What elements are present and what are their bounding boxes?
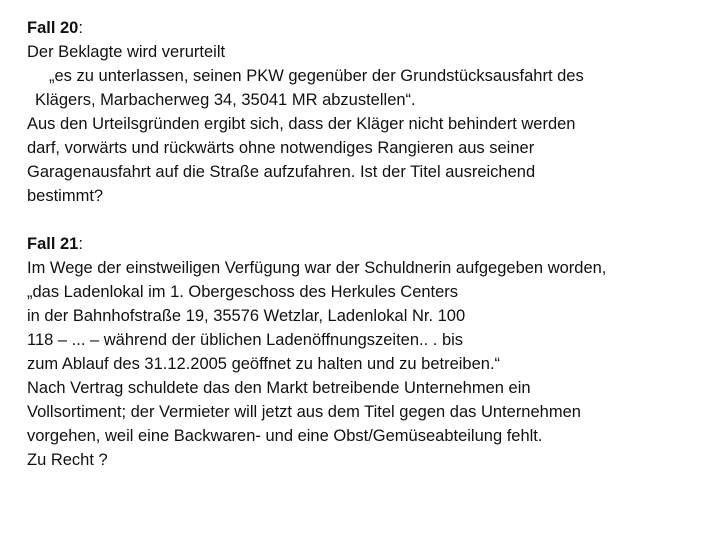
case-21-line-5: zum Ablauf des 31.12.2005 geöffnet zu halten und zu betreiben.“	[27, 355, 501, 373]
case-20-title: Fall 20	[27, 19, 79, 37]
case-21-line-3: in der Bahnhofstraße 19, 35576 Wetzlar, Ladenlokal Nr. 100	[27, 307, 466, 325]
case-21-line-6: Nach Vertrag schuldete das den Markt betreibende Unternehmen ein	[27, 379, 531, 397]
case-20-title-colon: :	[78, 19, 83, 37]
case-20-line-5: darf, vorwärts und rückwärts ohne notwendiges Rangieren aus seiner	[27, 139, 535, 157]
case-21-line-1: Im Wege der einstweiligen Verfügung war der Schuldnerin aufgegeben worden,	[27, 259, 607, 277]
case-21-heading	[27, 232, 707, 256]
case-21-line-9: Zu Recht ?	[27, 451, 108, 469]
case-20-line-2: „es zu unterlassen, seinen PKW gegenüber der Grundstücksausfahrt des	[49, 67, 584, 85]
case-20-line-7: bestimmt?	[27, 187, 104, 205]
case-20-block	[27, 16, 707, 208]
case-21-title: Fall 21	[27, 235, 79, 253]
case-20-heading	[27, 16, 707, 40]
case-20-line-6: Garagenausfahrt auf die Straße aufzufahren. Ist der Titel ausreichend	[27, 163, 536, 181]
case-20-line-1: Der Beklagte wird verurteilt	[27, 43, 226, 61]
document-page	[27, 16, 707, 472]
case-21-title-colon: :	[78, 235, 83, 253]
case-21-line-2: „das Ladenlokal im 1. Obergeschoss des Herkules Centers	[27, 283, 459, 301]
case-20-line-3: Klägers, Marbacherweg 34, 35041 MR abzustellen“.	[35, 91, 416, 109]
case-21-line-8: vorgehen, weil eine Backwaren- und eine Obst/Gemüseabteilung fehlt.	[27, 427, 543, 445]
case-20-line-4: Aus den Urteilsgründen ergibt sich, dass der Kläger nicht behindert werden	[27, 115, 576, 133]
case-21-block	[27, 232, 707, 472]
case-21-line-7: Vollsortiment; der Vermieter will jetzt aus dem Titel gegen das Unternehmen	[27, 403, 581, 421]
case-21-line-4: 118 – ... – während der üblichen Ladenöffnungszeiten.. . bis	[27, 331, 464, 349]
